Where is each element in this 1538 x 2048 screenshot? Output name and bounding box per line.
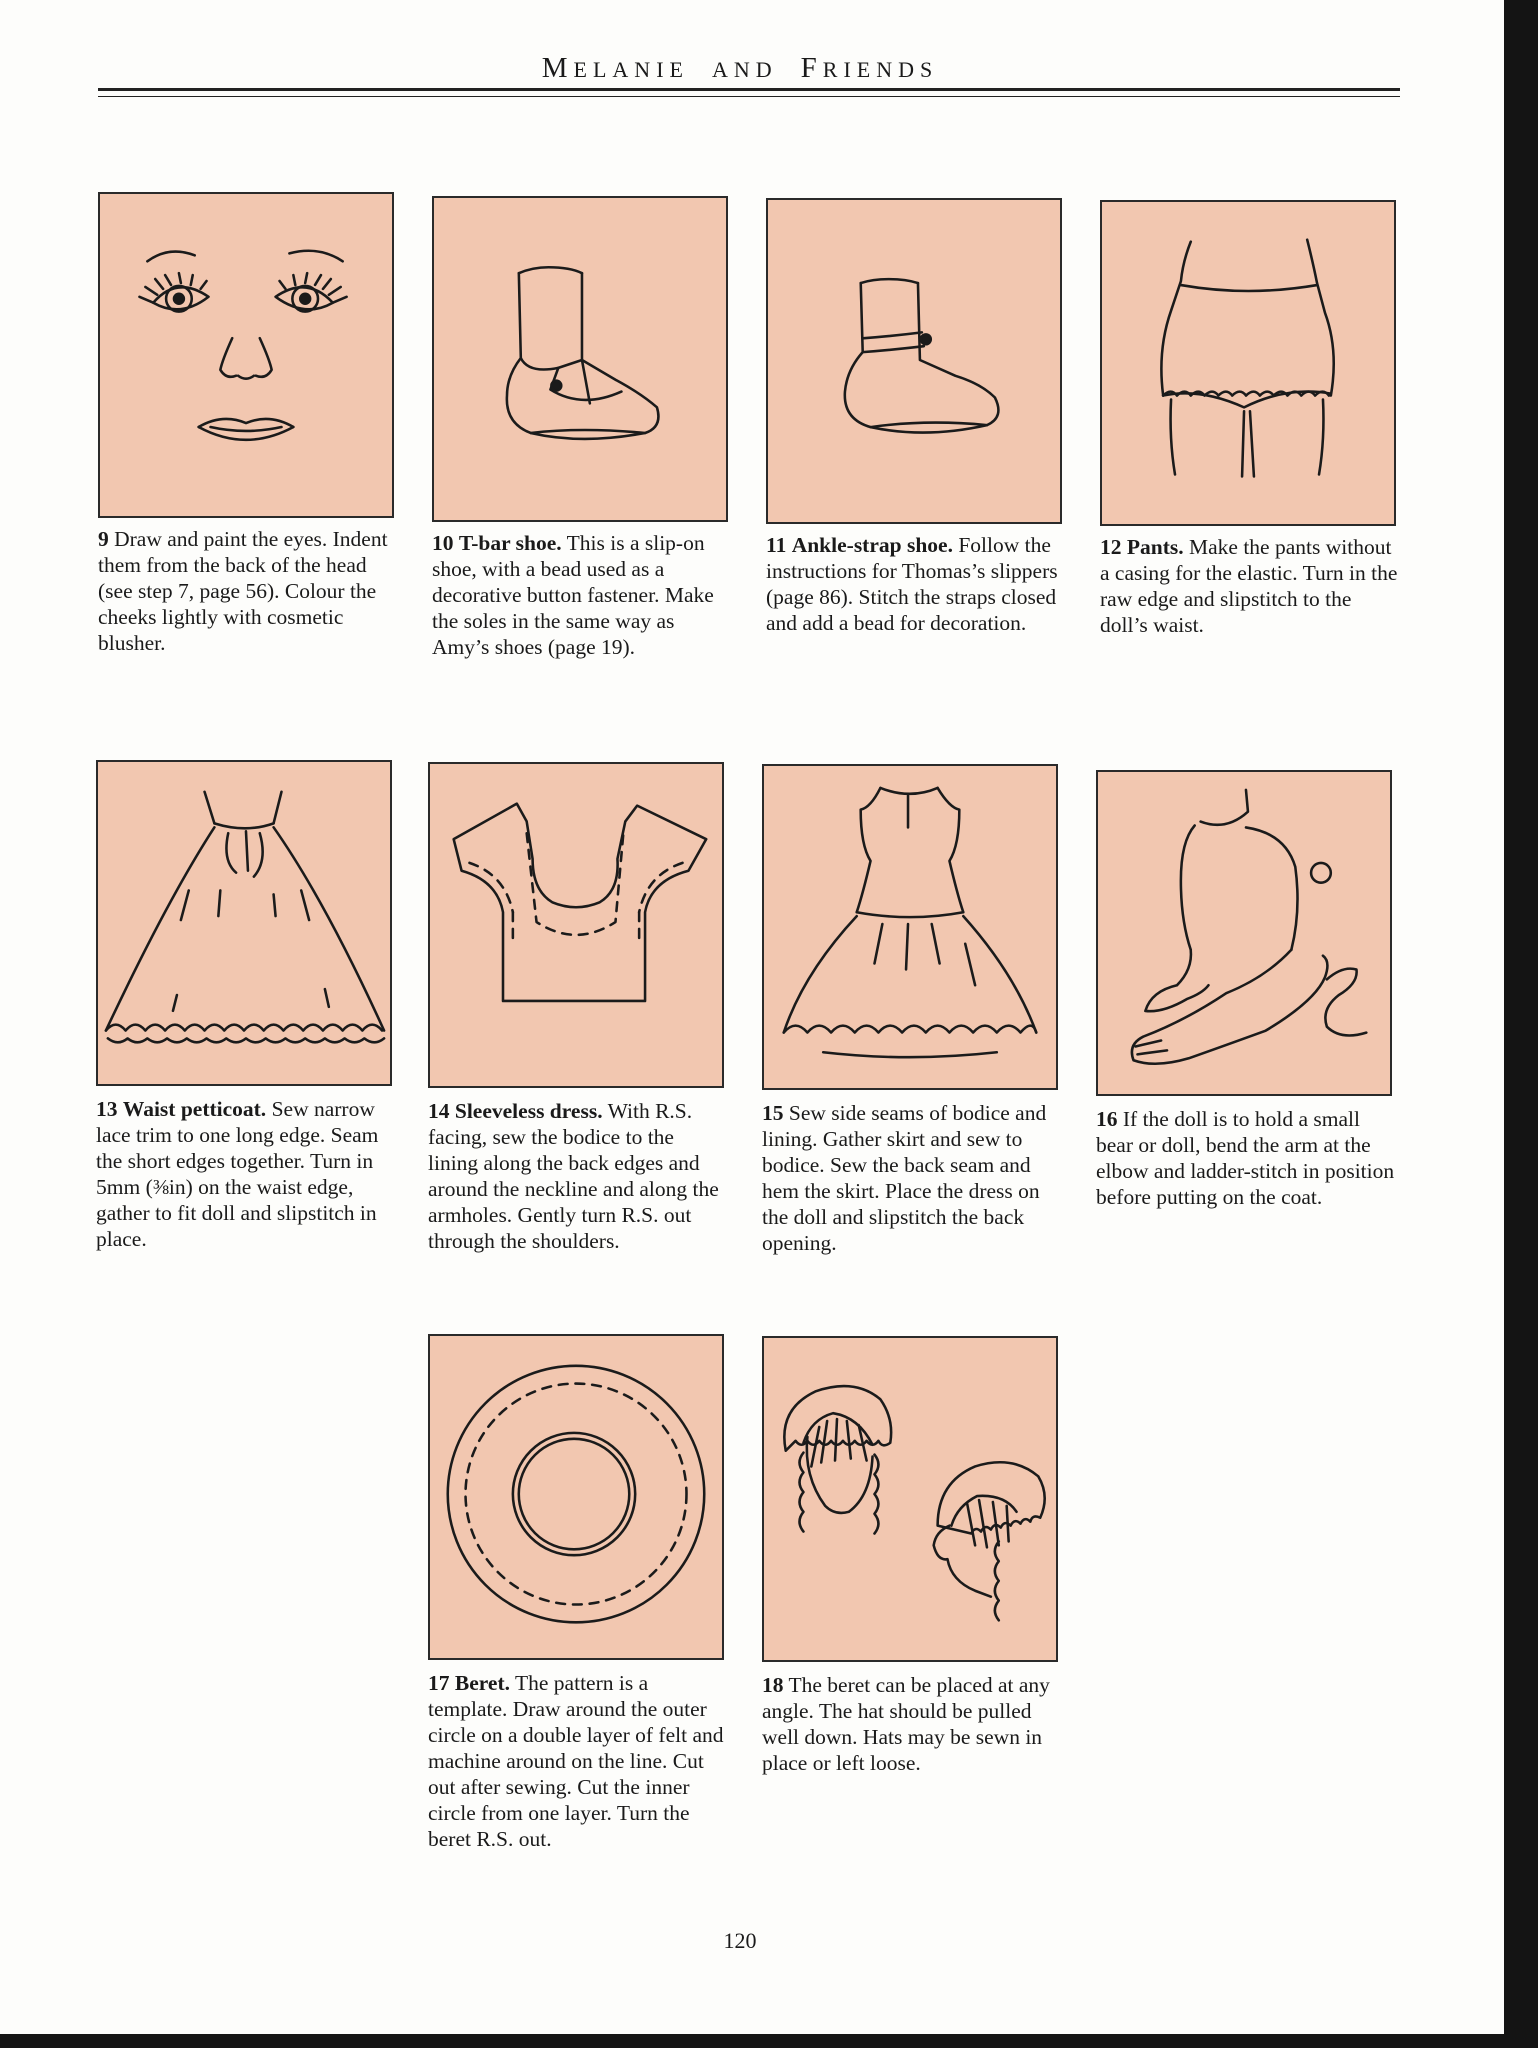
step-18-number: 18 [762,1673,784,1697]
header-word-1-rest: ELANIE [573,57,689,82]
step-12-text: Make the pants without a casing for the elastic. Turn in the raw edge and slipstitch to the doll’s waist. [1100,535,1398,637]
step-10-number: 10 [432,531,454,555]
page-bottom-edge [0,2034,1538,2048]
illustration-t-bar-shoe [432,196,728,522]
step-11-caption [766,532,1066,636]
illustration-sleeveless-bodice-pattern [428,762,724,1088]
step-14-text: With R.S. facing, sew the bodice to the lining along the back edges and around the neckline and along the armholes. Gently turn R.S. out through the shoulders. [428,1099,719,1253]
page-number: 120 [723,1928,757,1953]
step-14-caption [428,1098,728,1254]
step-9-caption [98,526,398,656]
illustration-pants [1100,200,1396,526]
header-word-3-rest: RIENDS [822,57,939,82]
header-rule-thin [98,96,1400,97]
illustration-beret-on-heads [762,1336,1058,1662]
illustration-beret-pattern [428,1334,724,1660]
step-17-caption [428,1670,728,1852]
header-rule-thick [98,88,1400,91]
step-10-text: This is a slip-on shoe, with a bead used as a decorative button fastener. Make the soles in the same way as Amy’s shoes (page 19). [432,531,714,659]
step-10-title: T-bar shoe. [458,531,562,555]
step-16-caption [1096,1106,1396,1210]
step-17-title: Beret. [454,1671,510,1695]
step-12-title: Pants. [1126,535,1184,559]
step-12-caption [1100,534,1400,638]
step-9-number: 9 [98,527,109,551]
step-11-number: 11 [766,533,787,557]
step-9-text: Draw and paint the eyes. Indent them from the back of the head (see step 7, page 56). Colour the cheeks lightly with cosmetic blusher. [98,527,388,655]
step-13-text: Sew narrow lace trim to one long edge. Seam the short edges together. Turn in 5mm (⅜in) on the waist edge, gather to fit doll and slipstitch in place. [96,1097,379,1251]
header-initial-f: F [800,52,823,84]
illustration-sleeveless-dress [762,764,1058,1090]
step-15-text: Sew side seams of bodice and lining. Gather skirt and sew to bodice. Sew the back seam and hem the skirt. Place the dress on the doll and slipstitch the back opening. [762,1101,1047,1255]
step-17-text: The pattern is a template. Draw around the outer circle on a double layer of felt and machine around on the line. Cut out after sewing. Cut the inner circle from one layer. Turn the beret R.S. out. [428,1671,724,1851]
header-initial-m: M [541,52,574,84]
header-word-2: AND [711,57,778,82]
step-18-caption [762,1672,1062,1776]
step-10-caption [432,530,732,660]
step-13-caption [96,1096,396,1252]
illustration-ankle-strap-shoe [766,198,1062,524]
step-11-text: Follow the instructions for Thomas’s slippers (page 86). Stitch the straps closed and add a bead for decoration. [766,533,1058,635]
step-16-number: 16 [1096,1107,1118,1131]
step-11-title: Ankle-strap shoe. [791,533,953,557]
running-header [0,52,1480,85]
step-14-number: 14 [428,1099,450,1123]
illustration-bent-arm [1096,770,1392,1096]
page-right-edge [1504,0,1538,2048]
step-16-text: If the doll is to hold a small bear or doll, bend the arm at the elbow and ladder-stitch in position before putting on the coat. [1096,1107,1395,1209]
step-15-caption [762,1100,1062,1256]
step-15-number: 15 [762,1101,784,1125]
step-13-title: Waist petticoat. [122,1097,267,1121]
step-13-number: 13 [96,1097,118,1121]
step-12-number: 12 [1100,535,1122,559]
step-18-text: The beret can be placed at any angle. The hat should be pulled well down. Hats may be sewn in place or left loose. [762,1673,1050,1775]
illustration-doll-face [98,192,394,518]
step-17-number: 17 [428,1671,450,1695]
step-14-title: Sleeveless dress. [454,1099,603,1123]
illustration-waist-petticoat [96,760,392,1086]
